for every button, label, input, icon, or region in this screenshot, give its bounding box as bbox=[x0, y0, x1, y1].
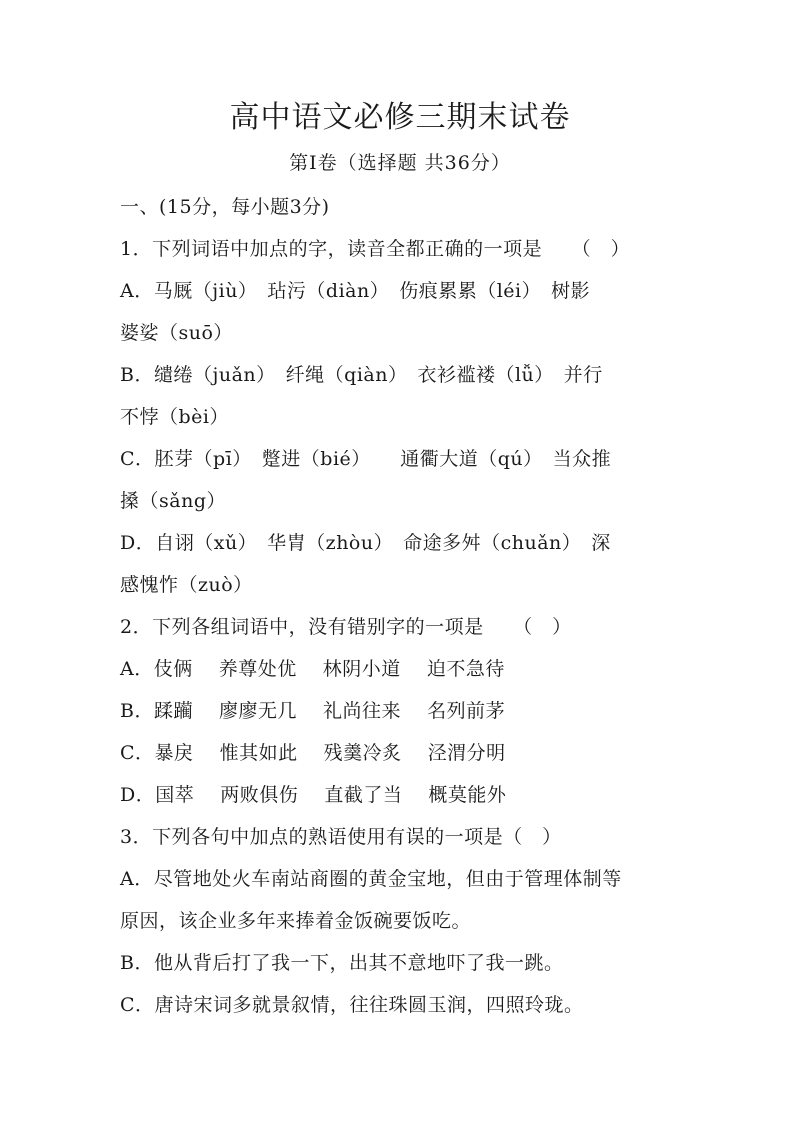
question-3-option-a: A．尽管地处火车南站商圈的黄金宝地，但由于管理体制等 bbox=[120, 868, 622, 890]
question-1-option-b: B．缱绻（juǎn） 纤绳（qiàn） 衣衫褴褛（lǚ） 并行 bbox=[120, 364, 603, 386]
question-1-option-c: C．胚芽（pī） 蹩进（bié） 通衢大道（qú） 当众推 bbox=[120, 448, 612, 470]
question-3-option-b: B．他从背后打了我一下，出其不意地吓了我一跳。 bbox=[120, 952, 564, 974]
question-2-option-d: D．国萃 两败俱伤 直截了当 概莫能外 bbox=[120, 784, 507, 806]
question-1-option-a: A．马厩（jiù） 玷污（diàn） 伤痕累累（léi） 树影 bbox=[120, 280, 591, 302]
question-1-stem: 1．下列词语中加点的字，读音全都正确的一项是 （ ） bbox=[120, 238, 631, 260]
question-1-option-a-cont: 婆娑（suō） bbox=[120, 322, 233, 344]
question-2-option-c: C．暴戾 惟其如此 残羹冷炙 泾渭分明 bbox=[120, 742, 506, 764]
question-3-option-c: C．唐诗宋词多就景叙情，往往珠圆玉润，四照玲珑。 bbox=[120, 994, 584, 1016]
page-title: 高中语文必修三期末试卷 bbox=[229, 100, 571, 135]
question-3-stem: 3．下列各句中加点的熟语使用有误的一项是（ ） bbox=[120, 826, 562, 848]
question-1-option-c-cont: 搡（sǎng） bbox=[120, 490, 226, 512]
question-2-option-b: B．蹂躏 廖廖无几 礼尚往来 名列前茅 bbox=[120, 700, 506, 722]
question-1-option-d-cont: 感愧怍（zuò） bbox=[120, 574, 253, 596]
question-2-stem: 2．下列各组词语中，没有错别字的一项是 （ ） bbox=[120, 616, 572, 638]
question-1-option-b-cont: 不悖（bèi） bbox=[120, 406, 229, 428]
question-1-option-d: D．自诩（xǔ） 华胄（zhòu） 命途多舛（chuǎn） 深 bbox=[120, 532, 611, 554]
section-subtitle: 第Ⅰ卷（选择题 共36分） bbox=[289, 152, 511, 174]
question-3-option-a-cont: 原因，该企业多年来捧着金饭碗要饭吃。 bbox=[120, 910, 472, 932]
section-heading: 一、(15分，每小题3分) bbox=[120, 196, 330, 218]
question-2-option-a: A．伎俩 养尊处优 林阴小道 迫不急待 bbox=[120, 658, 505, 680]
